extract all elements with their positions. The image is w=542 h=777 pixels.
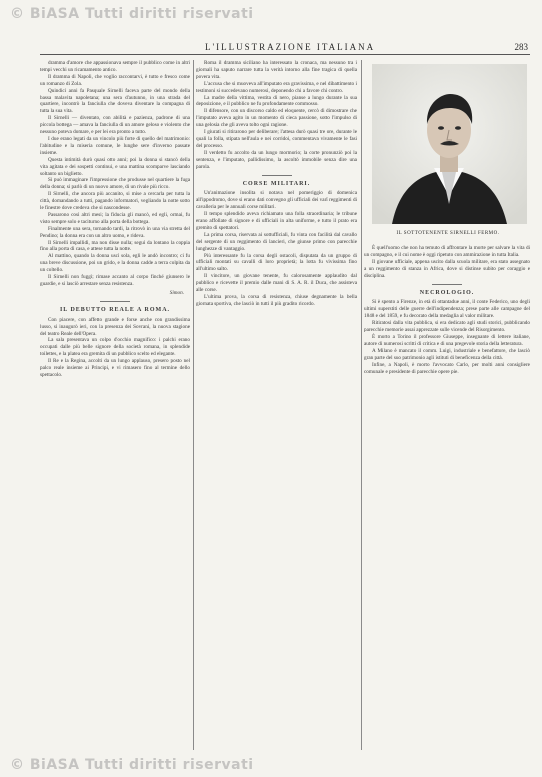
header-rule [40,54,530,55]
paragraph: Il Sirnelli impallidì, ma non disse nulla; seguì da lontano la coppia fino alla porta di casa, e attese tutta la notte. [40,239,190,253]
watermark-top: © BiASA Tutti diritti riservati [10,6,254,22]
section-title: NECROLOGIO. [419,289,475,296]
paragraph: Quindici anni fa Pasquale Sirnelli faceva parte del mondo della bassa malavita napoletana; una sera d'autunno, in una strada del quartiere, incontrò la fanciulla che doveva diventare la compagna di tutta la sua vita. [40,87,190,115]
paragraph: È quell'uomo che non ha temuto di affrontare la morte per salvare la vita di un compagno, e il cui nome è oggi ripetuto con ammirazione in tutta Italia. [364,245,530,258]
paragraph: Ritiratosi dalla vita pubblica, si era dedicato agli studi storici, pubblicando parecchie memorie assai apprezzate sulle vicende del Risorgimento. [364,320,530,334]
paragraph: Il Sirnelli non fuggì; rimase accanto al corpo finché giunsero le guardie, e si lasciò arrestare senza resistenza. [40,274,190,287]
paragraph: Il giovane ufficiale, appena uscito dalla scuola militare, era stato assegnato a un reggimento di stanza in Africa, dove si distinse subito per coraggio e disciplina. [364,258,530,279]
portrait-illustration [372,64,527,224]
column-2 [196,60,357,750]
paragraph: Roma il dramma siciliano ha interessato la cronaca, ma nessuno tra i giornali ha saputo narrare tutta la verità intorno alla fine tragica di quella povera vita. [196,60,357,80]
signature: Simon. [169,289,184,296]
paragraph: Il Re e la Regina, accolti da un lungo applauso, presero posto nel palco reale insieme ai Principi, e vi rimasero fino al termine dello spettacolo. [40,358,190,378]
paragraph: Con piacere, con affetto grande e forse anche con grandissima lusso, si inaugurò ieri, con la presenza dei Sovrani, la nuova stagione del teatro Reale dell'Opera. [40,316,190,337]
paragraph: La prima corsa, riservata ai sottufficiali, fu vinta con facilità dal cavallo del sergente di un reggimento di lancieri, che giunse primo con parecchie lunghezze di vantaggio. [196,231,357,252]
watermark-bottom: © BiASA Tutti diritti riservati [10,757,254,773]
paragraph: Il Sirnelli — diventato, con abilità e pazienza, padrone di una piccola bottega — amava la fanciulla di un amore geloso e violento che nessuno poteva domare, e per lei era pronto a tutto. [40,115,190,136]
paragraph: Al mattino, quando la donna uscì sola, egli le andò incontro; ci fu una breve discussione, poi un grido, e la donna cadde a terra colpita da un coltello. [40,253,190,274]
column-divider [193,60,194,750]
column-divider [361,60,362,750]
paragraph: Si è spento a Firenze, in età di ottantadue anni, il conte Federico, uno degli ultimi superstiti delle guerre dell'indipendenza; prese parte alle campagne del 1848 e del 1859, e fu decorato della medaglia al valor militare. [364,299,530,320]
paragraph: Più interessante fu la corsa degli ostacoli, disputata da un gruppo di ufficiali montati su cavalli di loro proprietà; la lotta fu vivissima fino all'ultimo salto. [196,252,357,273]
paragraph: I giurati si ritirarono per deliberare; l'attesa durò quasi tre ore, durante le quali la folla, stipata nell'aula e nei corridoi, commentava vivamente le fasi del processo. [196,129,357,149]
paragraph: Infine, a Napoli, è morto l'avvocato Carlo, per molti anni consigliere comunale e presidente di parecchie opere pie. [364,361,530,375]
page-number: 283 [514,42,528,52]
column-1 [40,60,190,750]
paragraph: Il verdetto fu accolto da un lungo mormorio; la corte pronunziò poi la sentenza, e l'imputato, pallidissimo, la ascoltò immobile senza dire una parola. [196,149,357,170]
section-divider [432,284,462,285]
section-title: IL DEBUTTO REALE A ROMA. [59,306,171,313]
running-title: L'ILLUSTRAZIONE ITALIANA [205,42,376,52]
paragraph: Il dramma di Napoli, che voglio raccontarvi, è tutto e fresco come un romanzo di Zola. [40,73,190,87]
paragraph: Il Sirnelli, che ancora più accanito, si mise a cercarla per tutta la città, domandando a tutti, pagando informatori, vegliando la notte sotto le finestre dove credeva che si nascondesse. [40,191,190,212]
section-divider [100,301,130,302]
column-3 [364,245,530,750]
paragraph: Passarono così altri mesi; la fiducia gli mancò, ed egli, ormai, fu visto sempre solo e taciturno alla porta della bottega. [40,211,190,225]
paragraph: È morto a Torino il professore Giuseppe, insegnante di lettere italiane, autore di numerosi scritti di critica e di una pregevole storia della letteratura. [364,333,530,347]
paragraph: Il vincitore, un giovane tenente, fu calorosamente applaudito dal pubblico e ricevette il premio dalle mani di S. A. R. il Duca, che assisteva alle corse. [196,273,357,294]
paragraph: I due erano legati da un vincolo più forte di quello del matrimonio: l'abitudine e la miseria comune, le lunghe sere d'inverno passate insieme. [40,135,190,156]
paragraph: L'ultima prova, la corsa di resistenza, chiuse degnamente la bella giornata sportiva, che lasciò in tutti il più gradito ricordo. [196,294,357,307]
paragraph: Si può immaginare l'impressione che produsse nel quartiere la fuga della donna; si parlò di un nuovo amore, di un rivale più ricco. [40,177,190,191]
column-1-text [40,60,190,288]
paragraph: Il tempo splendido aveva richiamato una folla straordinaria; le tribune erano affollate di signore e di ufficiali in alta uniforme, e tutto il prato era gremito di spettatori. [196,211,357,231]
paragraph: Questa intimità durò quasi otto anni; poi la donna si stancò della vita agitata e dei sospetti continui, e una mattina scomparve lasciando soltanto un biglietto. [40,156,190,177]
paragraph: A Milano è mancato il comm. Luigi, industriale e benefattore, che lasciò gran parte del suo patrimonio agli istituti di beneficenza della città. [364,347,530,361]
portrait-caption: IL SOTTOTENENTE SIRNELLI FERMO. [396,231,500,236]
paragraph: Finalmente una sera, tornando tardi, la ritrovò in una via stretta del Pendino; la donna era con un altro uomo, e rideva. [40,225,190,239]
paragraph: La sala presentava un colpo d'occhio magnifico: i palchi erano occupati dalle più belle signore della società romana, in splendide toilettes, e la platea era gremita di un pubblico scelto ed elegante. [40,337,190,358]
section-title: CORSE MILITARI. [242,180,311,187]
portrait-photo [372,64,527,224]
paragraph: Un'animazione insolita si notava nel pomeriggio di domenica all'ippodromo, dove si erano dati convegno gli ufficiali dei varî reggimenti di cavalleria per le annuali corse militari. [196,190,357,211]
paragraph: L'accusa che si muoveva all'imputato era gravissima, e nel dibattimento i testimoni si succedevano numerosi, deponendo chi a favore chi contro. [196,80,357,94]
paragraph: Il difensore, con un discorso caldo ed eloquente, cercò di dimostrare che l'imputato aveva agito in un momento di cieca passione, sotto l'impulso di una gelosia che gli aveva tolto ogni ragione. [196,108,357,129]
section-divider [262,175,292,176]
paragraph: dramma d'amore che appassionava sempre il pubblico come in altri tempi vecchi un ricamamento antico. [40,60,190,73]
paragraph: La madre della vittima, vestita di nero, pianse a lungo durante la sua deposizione, e il pubblico ne fu profondamente commosso. [196,94,357,108]
